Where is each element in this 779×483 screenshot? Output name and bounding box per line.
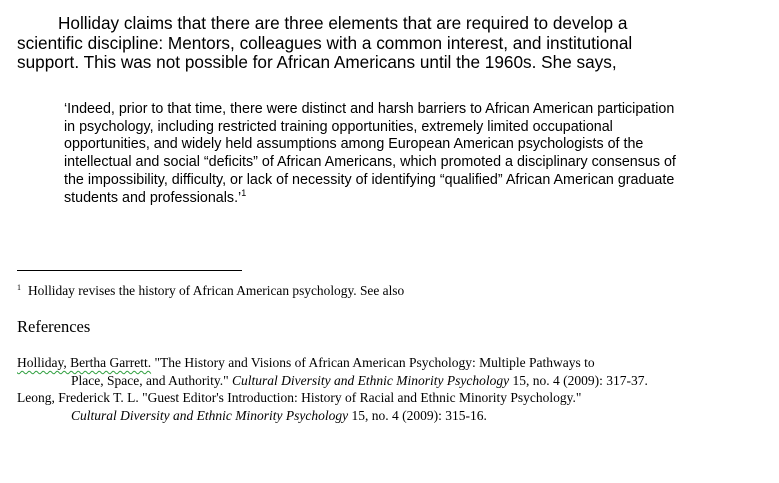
reference-2-journal: Cultural Diversity and Ethnic Minority Psychology bbox=[71, 407, 349, 423]
quote-line-2: in psychology, including restricted training opportunities, extremely limited occupational bbox=[64, 118, 613, 135]
quote-line-6 bbox=[64, 187, 764, 208]
reference-2-details: 15, no. 4 (2009): 315-16. bbox=[348, 407, 487, 423]
footnote-text: Holliday revises the history of African American psychology. See also bbox=[28, 283, 405, 298]
references-list bbox=[17, 354, 757, 424]
reference-1-journal: Cultural Diversity and Ethnic Minority Psychology bbox=[231, 372, 510, 388]
quote-line-6-text: students and professionals.’ bbox=[64, 189, 242, 206]
reference-1-author[interactable]: Holliday, Bertha Garrett. bbox=[17, 355, 152, 370]
quote-line-3: opportunities, and widely held assumptions among European American psychologists of the bbox=[64, 136, 644, 153]
paragraph-line-2: scientific discipline: Mentors, colleagues with a common interest, and institutional bbox=[17, 32, 633, 53]
footnote-separator bbox=[17, 270, 242, 271]
quote-line-1: ‘Indeed, prior to that time, there were distinct and harsh barriers to African American participation bbox=[64, 101, 675, 117]
reference-2-line-1: Leong, Frederick T. L. "Guest Editor's Introduction: History of Racial and Ethnic Minority Psychology." bbox=[17, 390, 582, 405]
footnote-marker: 1 bbox=[17, 283, 21, 292]
reference-1-line-1 bbox=[17, 354, 757, 372]
quote-line-4: intellectual and social “deficits” of African Americans, which promoted a disciplinary consensus of bbox=[64, 154, 676, 171]
quote-line-5: the impossibility, difficulty, or lack of necessity of identifying “qualified” African American graduate bbox=[64, 171, 675, 188]
footnote bbox=[17, 283, 404, 299]
references-heading: References bbox=[17, 317, 91, 336]
block-quote bbox=[64, 101, 764, 207]
reference-2-line-2 bbox=[17, 407, 757, 425]
body-paragraph bbox=[17, 14, 767, 73]
paragraph-line-3: support. This was not possible for African Americans until the 1960s. She says, bbox=[17, 52, 617, 72]
reference-1-title-part2: Place, Space, and Authority." bbox=[71, 372, 232, 388]
footnote-reference-marker[interactable]: 1 bbox=[241, 187, 247, 198]
reference-1-title-part1: "The History and Visions of African American Psychology: Multiple Pathways to bbox=[151, 355, 595, 370]
reference-1-line-2 bbox=[17, 372, 757, 390]
reference-1-details: 15, no. 4 (2009): 317-37. bbox=[509, 372, 648, 388]
paragraph-line-1: Holliday claims that there are three elements that are required to develop a bbox=[58, 13, 628, 33]
